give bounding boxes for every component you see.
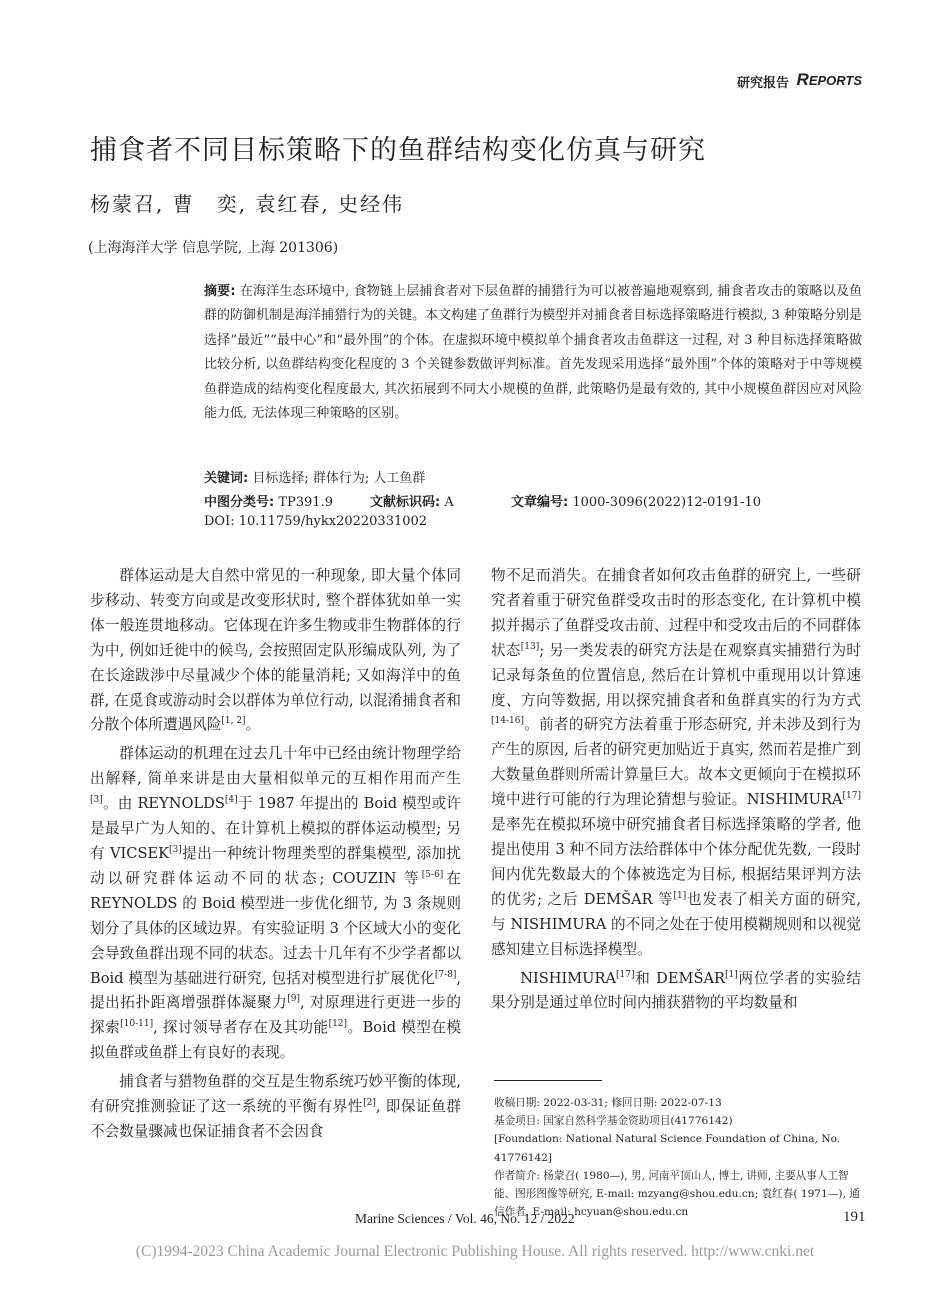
footnote-divider bbox=[494, 1080, 602, 1081]
article-number: 文章编号: 1000-3096(2022)12-0191-10 bbox=[511, 495, 762, 510]
footnotes bbox=[494, 1094, 866, 1221]
footnote-fund: 基金项目: 国家自然科学基金资助项目(41776142) bbox=[494, 1115, 733, 1128]
body-column-left bbox=[90, 564, 461, 1145]
paragraph-4: NISHIMURA[17]和 DEMŠAR[1]两位学者的实验结果分别是通过单位时间内捕获猎物的平均数量和 bbox=[491, 969, 861, 1012]
abstract bbox=[204, 280, 862, 426]
classification-line bbox=[204, 491, 762, 510]
copyright-watermark: (C)1994-2023 China Academic Journal Electronic Publishing House. All rights reserved. http://www.cnki.net bbox=[135, 1243, 815, 1260]
abstract-label: 摘要: bbox=[204, 284, 236, 299]
reports-logo: REPORTS bbox=[796, 70, 863, 89]
section-label: 研究报告 bbox=[737, 76, 790, 91]
document-code: 文献标识码: A bbox=[370, 495, 454, 510]
section-header bbox=[737, 70, 862, 91]
footnote-author-bio: 作者简介: 杨蒙召( 1980—), 男, 河南平顶山人, 博士, 讲师, 主要从事人工智能、图形图像等研究, E-mail: mzyang@shou.edu.cn; 袁红春( 1971—), 通信作者, E-mail: hcyuan@shou.edu.cn bbox=[494, 1169, 860, 1219]
footnote-dates: 收稿日期: 2022-03-31; 修回日期: 2022-07-13 bbox=[494, 1097, 722, 1109]
paper-title: 捕食者不同目标策略下的鱼群结构变化仿真与研究 bbox=[90, 135, 706, 166]
affiliation: (上海海洋大学 信息学院, 上海 201306) bbox=[88, 240, 339, 256]
paragraph-2: 群体运动的机理在过去几十年中已经由统计物理学给出解释, 简单来讲是由大量相似单元的互相作用而产生[3]。由 REYNOLDS[4]于 1987 年提出的 Boid 模型或许是最早广为人知的、在计算机上模拟的群体运动模型; 另有 VICSEK[3]提出一种统计物理类型的群集模型, 添加扰动以研究群体运动不同的状态; COUZIN 等[5-6]在 REYNOLDS 的 Boid 模型进一步优化细节, 为 3 条规则划分了具体的区域边界。有实验证明 3 个区域大小的变化会导致鱼群出现不同的状态。过去十几年有不少学者都以 Boid 模型为基础进行研究, 包括对模型进行扩展优化[7-8], 提出拓扑距离增强群体凝聚力[9], 对原理进行更进一步的探索[10-11], 探讨领导者存在及其功能[12]。Boid 模型在模拟鱼群或鱼群上有良好的表现。 bbox=[90, 745, 462, 1062]
keywords: 关键词: 目标选择; 群体行为; 人工鱼群 bbox=[204, 471, 426, 486]
authors: 杨蒙召, 曹 奕, 袁红春, 史经伟 bbox=[90, 192, 405, 216]
journal-footer: Marine Sciences / Vol. 46, No. 12 / 2022 bbox=[355, 1211, 575, 1226]
abstract-text: 在海洋生态环境中, 食物链上层捕食者对下层鱼群的捕猎行为可以被普遍地观察到, 捕食者攻击的策略以及鱼群的防御机制是海洋捕猎行为的关键。本文构建了鱼群行为模型并对捕食者目标选择策略进行模拟, 3 种策略分别是选择“最近”“最中心”和“最外围”的个体。在虚拟环境中模拟单个捕食者攻击鱼群这一过程, 对 3 种目标选择策略做比较分析, 以鱼群结构变化程度的 3 个关键参数做评判标准。首先发现采用选择“最外围”个体的策略对于中等规模鱼群造成的结构变化程度最大, 其次拓展到不同大小规模的鱼群, 此策略仍是最有效的, 其中小规模鱼群因应对风险能力低, 无法体现三种策略的区别。 bbox=[204, 284, 862, 422]
doi: DOI: 10.11759/hykx20220331002 bbox=[204, 514, 428, 529]
page-number: 191 bbox=[843, 1209, 866, 1225]
paragraph-3: 捕食者与猎物鱼群的交互是生物系统巧妙平衡的体现, 有研究推测验证了这一系统的平衡有界性[2], 即保证鱼群不会数量骤减也保证捕食者不会因食 bbox=[90, 1073, 461, 1140]
clc-code: 中图分类号: TP391.9 bbox=[204, 495, 333, 510]
body-column-right bbox=[491, 564, 861, 1016]
paragraph-3-continued: 物不足而消失。在捕食者如何攻击鱼群的研究上, 一些研究者着重于研究鱼群受攻击时的形态变化, 在计算机中模拟并揭示了鱼群受攻击前、过程中和受攻击后的不同群体状态[13]; 另一类发表的研究方法是在观察真实捕猎行为时记录每条鱼的位置信息, 然后在计算机中重现用以计算速度、方向等数据, 用以探究捕食者和鱼群真实的行为方式[14-16]。前者的研究方法着重于形态研究, 并未涉及到行为产生的原因, 后者的研究更加贴近于真实, 然而若是推广到大数量鱼群则所需计算量巨大。故本文更倾向于在模拟环境中进行可能的行为理论猜想与验证。NISHIMURA[17]是率先在模拟环境中研究捕食者目标选择策略的学者, 他提出使用 3 种不同方法给群体中个体分配优先数, 一段时间内优先数最大的个体被选定为目标, 根据结果评判方法的优劣; 之后 DEMŠAR 等[1]也发表了相关方面的研究, 与 NISHIMURA 的不同之处在于使用模糊规则和以视觉感知建立目标选择模型。 bbox=[491, 567, 862, 958]
paragraph-1: 群体运动是大自然中常见的一种现象, 即大量个体同步移动、转变方向或是改变形状时, 整个群体犹如单一实体一般连贯地移动。它体现在许多生物或非生物群体的行为中, 例如迁徙中的候鸟, 会按照固定队形编成队列, 为了在长途跋涉中尽量减少个体的能量消耗; 又如海洋中的鱼群, 在觅食或游动时会以群体为单位行动, 以混淆捕食者和分散个体所遭遇风险[1, 2]。 bbox=[90, 567, 461, 734]
footnote-foundation: [Foundation: National Natural Science Foundation of China, No. 41776142] bbox=[494, 1133, 841, 1164]
